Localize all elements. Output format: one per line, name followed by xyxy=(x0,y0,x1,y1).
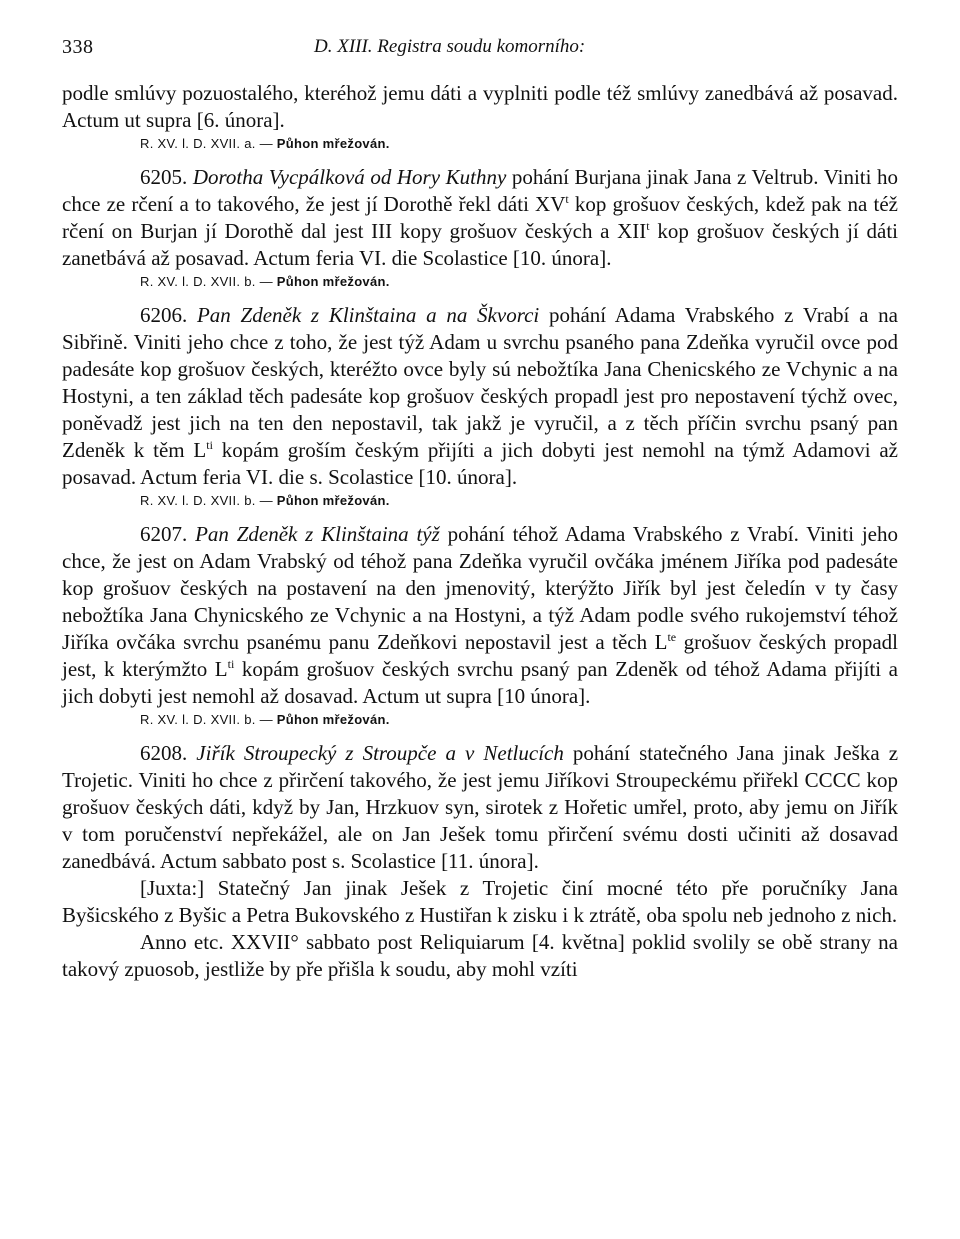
entry-6205: 6205. Dorotha Vycpálková od Hory Kuthny pohání Burjana jinak Jana z Veltrub. Viniti ho chce ze rčení a to takového, že jest jí Dorothě řekl dáti $XV^t$ kop grošuov českých, kdež pak na též rčení on Burjan jí Dorothě dal jest III kopy grošuov českých a XII$^t$ kop grošuov českých jí dáti zanetbává až posavad. Actum feria VI. die Scolastice [10. února]. xyxy=(62,165,899,270)
entry-6208: 6208. Jiřík Stroupecký z Stroupče a v Netlucích pohání statečného Jana jinak Ješka z Trojetic. Viniti ho chce z přirčení takového, že jest jemu Jiříkovi Stroupeckému přiřekl CCCC kop grošuov českých dáti, když by Jan, Hrzkuov syn, sirotek z Hořetic umřel, proto, aby jemu on Jiřík v tom poručenství nepřekážel, ale on Jan Ješek tomu přirčení svému dosti učiniti až dosavad zanedbává. Actum sabbato post s. Scolastice [11. února]. xyxy=(62,741,899,873)
running-head: D. XIII. Registra soudu komorního: xyxy=(314,36,586,57)
entry-number: 6208. xyxy=(140,741,188,765)
entry-6206: 6206. Pan Zdeněk z Klinštaina a na Škvorci pohání Adama Vrabského z Vrabí a na Sibřině. Viniti jeho chce z toho, že jest týž Adam u svrchu psaného pana Zdeňka vyručil ovce pod padesáte kop grošuov českých, kteréžto ovce byly sú nebožtíka Jana Chenicského ze Vchynic a na Hostyni, a ten základ těch padesáte kop grošuov českých propadl jest pro nepostavení týchž ovec, poněvadž jest jich na ten den nepostavil, tak jakž je vyručil, a z těch příčin svrchu psaný pan Zdeněk k těm $L^{ti}$ kopám groším českým přijíti a jich dobyti jest nemohl na týmž Adamovi až posavad. Actum feria VI. die s. Scolastice [10. února]. xyxy=(62,303,898,489)
entry-number: 6206. xyxy=(140,303,188,327)
record-note: R. XV. l. D. XVII. a. — Půhon mřežován. xyxy=(140,136,390,151)
entry-party: Dorotha Vycpálková od Hory Kuthny xyxy=(192,165,507,189)
entry-party: Pan Zdeněk z Klinštaina týž xyxy=(195,522,440,546)
entry-party: Pan Zdeněk z Klinštaina a na Škvorci xyxy=(196,303,540,327)
record-note: R. XV. l. D. XVII. b. — Půhon mřežován. xyxy=(140,712,390,727)
record-note: R. XV. l. D. XVII. b. — Půhon mřežován. xyxy=(140,274,390,289)
record-note: R. XV. l. D. XVII. b. — Půhon mřežován. xyxy=(140,493,390,508)
document-body xyxy=(62,80,898,983)
paragraph-juxta: [Juxta:] Statečný Jan jinak Ješek z Trojetic činí mocné této pře poručníky Jana Byšicského z Byšic a Petra Bukovského z Hustiřan k zisku i k ztrátě, oba spolu neb jednoho z nich. xyxy=(62,876,898,927)
page-header xyxy=(62,30,898,66)
entry-6207: 6207. Pan Zdeněk z Klinštaina týž pohání téhož Adama Vrabského z Vrabí. Viniti jeho chce, že jest on Adam Vrabský od téhož pana Zdeňka vyručil ovčáka jménem Jiříka pod padesáte kop grošuov českých na postavení na den jmenovitý, kterýžto Jiřík byl jest čeledín v ty časy nebožtíka Jana Chynicského ze Vchynic a na Hostyni, a týž Adam podle svého rukojemství téhož Jiříka ovčáka svrchu psanému panu Zdeňkovi nepostavil jest a těch $L^{te}$ grošuov českých propadl jest, k kterýmžto $L^{ti}$ kopám grošuov českých svrchu psaný pan Zdeněk od téhož Adama přijíti a jich dobyti jest nemohl až dosavad. Actum ut supra [10 února]. xyxy=(62,522,898,708)
document-page xyxy=(62,30,898,983)
paragraph-continuation: podle smlúvy pozuostalého, kteréhož jemu dáti a vyplniti podle též smlúvy zanedbává až posavad. Actum ut supra [6. února]. xyxy=(62,81,898,132)
page-number: 338 xyxy=(62,36,94,58)
entry-party: Jiřík Stroupecký z Stroupče a v Netlucích xyxy=(196,741,564,765)
entry-number: 6205. xyxy=(140,165,188,189)
paragraph-anno: Anno etc. XXVII° sabbato post Reliquiarum [4. května] poklid svolily se obě strany na takový zpuosob, jestliže by pře přišla k soudu, aby mohl vzíti xyxy=(62,930,898,981)
entry-number: 6207. xyxy=(140,522,188,546)
